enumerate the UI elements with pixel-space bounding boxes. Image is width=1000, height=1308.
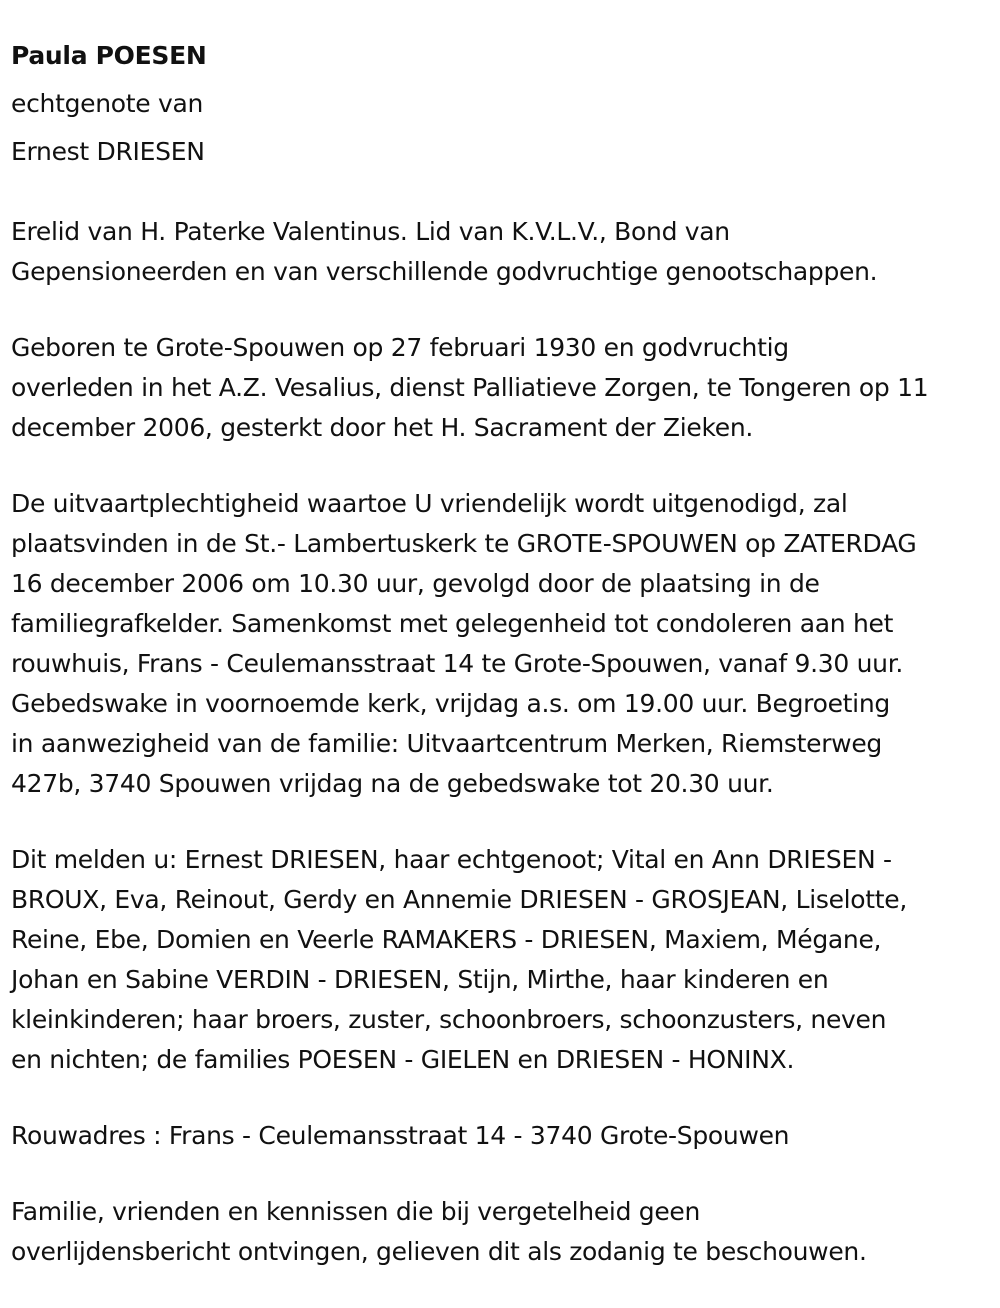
paragraph-line: plaatsvinden in de St.- Lambertuskerk te GROTE-SPOUWEN op ZATERDAG (11, 529, 917, 558)
paragraph-line: Reine, Ebe, Domien en Veerle RAMAKERS - DRIESEN, Maxiem, Mégane, (11, 925, 882, 954)
paragraph-line: 427b, 3740 Spouwen vrijdag na de gebedswake tot 20.30 uur. (11, 769, 774, 798)
spouse-name: Ernest DRIESEN (11, 137, 205, 166)
obituary-document (11, 36, 996, 1272)
paragraph-line: kleinkinderen; haar broers, zuster, schoonbroers, schoonzusters, neven (11, 1005, 887, 1034)
paragraph-line: december 2006, gesterkt door het H. Sacrament der Zieken. (11, 413, 754, 442)
paragraph-line: Gepensioneerden en van verschillende godvruchtige genootschappen. (11, 257, 878, 286)
paragraph-line: De uitvaartplechtigheid waartoe U vriendelijk wordt uitgenodigd, zal (11, 489, 848, 518)
funeral-paragraph (11, 484, 996, 804)
paragraph-line: en nichten; de families POESEN - GIELEN en DRIESEN - HONINX. (11, 1045, 795, 1074)
paragraph-line: BROUX, Eva, Reinout, Gerdy en Annemie DRIESEN - GROSJEAN, Liselotte, (11, 885, 908, 914)
paragraph-line: in aanwezigheid van de familie: Uitvaartcentrum Merken, Riemsterweg (11, 729, 882, 758)
paragraph-line: Rouwadres : Frans - Ceulemansstraat 14 - 3740 Grote-Spouwen (11, 1121, 790, 1150)
paragraph-line: Johan en Sabine VERDIN - DRIESEN, Stijn, Mirthe, haar kinderen en (11, 965, 829, 994)
paragraph-line: familiegrafkelder. Samenkomst met gelegenheid tot condoleren aan het (11, 609, 894, 638)
mourning-address-paragraph (11, 1116, 996, 1156)
paragraph-line: 16 december 2006 om 10.30 uur, gevolgd door de plaatsing in de (11, 569, 820, 598)
paragraph-line: Geboren te Grote-Spouwen op 27 februari 1930 en godvruchtig (11, 333, 789, 362)
memberships-paragraph (11, 212, 996, 292)
paragraph-line: Familie, vrienden en kennissen die bij vergetelheid geen (11, 1197, 701, 1226)
paragraph-line: overleden in het A.Z. Vesalius, dienst Palliatieve Zorgen, te Tongeren op 11 (11, 373, 929, 402)
relation-text: echtgenote van (11, 89, 204, 118)
family-paragraph (11, 840, 996, 1080)
deceased-name: Paula POESEN (11, 41, 207, 70)
paragraph-line: overlijdensbericht ontvingen, gelieven dit als zodanig te beschouwen. (11, 1237, 867, 1266)
paragraph-line: rouwhuis, Frans - Ceulemansstraat 14 te Grote-Spouwen, vanaf 9.30 uur. (11, 649, 904, 678)
birth-death-paragraph (11, 328, 996, 448)
notice-paragraph (11, 1192, 996, 1272)
paragraph-line: Gebedswake in voornoemde kerk, vrijdag a.s. om 19.00 uur. Begroeting (11, 689, 890, 718)
paragraph-line: Erelid van H. Paterke Valentinus. Lid van K.V.L.V., Bond van (11, 217, 730, 246)
paragraph-line: Dit melden u: Ernest DRIESEN, haar echtgenoot; Vital en Ann DRIESEN - (11, 845, 892, 874)
